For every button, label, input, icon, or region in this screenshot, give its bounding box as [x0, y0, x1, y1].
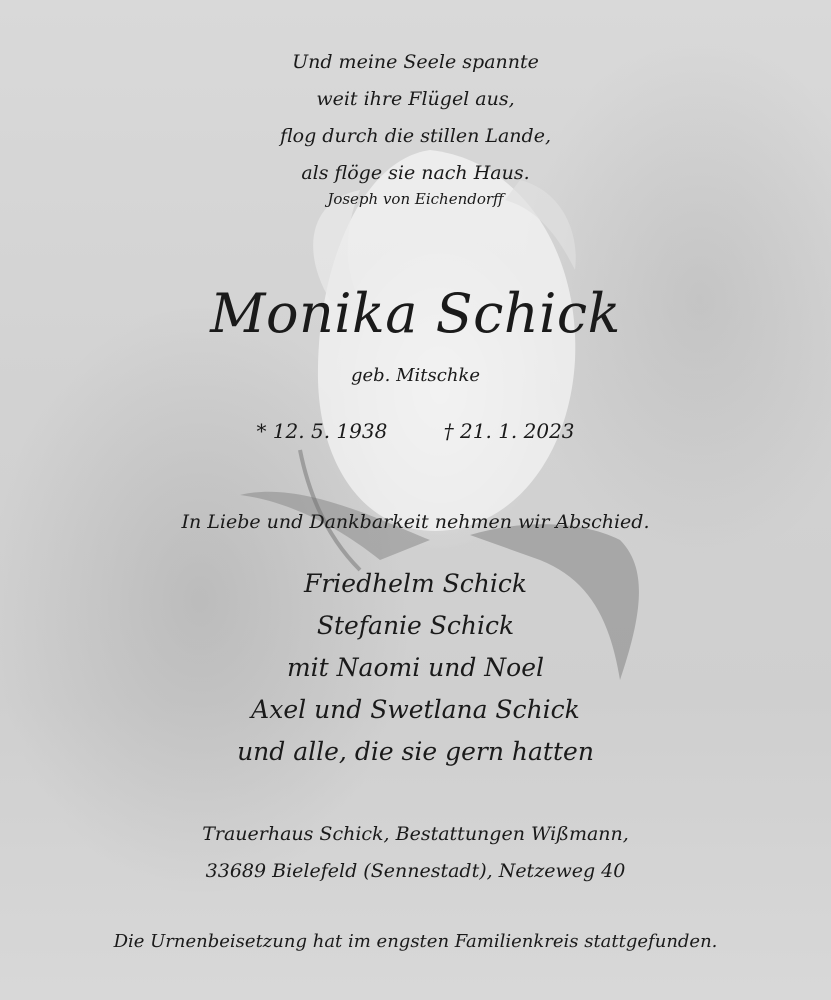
- mourner: Friedhelm Schick: [303, 569, 527, 598]
- funeral-home: [0, 816, 831, 890]
- mourners-list: [0, 563, 831, 773]
- poem-line: weit ihre Flügel aus,: [316, 88, 515, 110]
- poem-line: flog durch die stillen Lande,: [279, 125, 551, 147]
- mourner: Stefanie Schick: [316, 611, 515, 640]
- poem-author: Joseph von Eichendorff: [327, 190, 504, 208]
- poem-line: als flöge sie nach Haus.: [301, 162, 530, 184]
- life-dates: [0, 419, 831, 443]
- birth-date: * 12. 5. 1938: [256, 419, 388, 443]
- mourner: Axel und Swetlana Schick: [251, 695, 580, 724]
- maiden-name: geb. Mitschke: [350, 365, 481, 386]
- poem: [0, 44, 831, 192]
- mourner: mit Naomi und Noel: [286, 653, 545, 682]
- death-date: † 21. 1. 2023: [443, 419, 575, 443]
- deceased-name: Monika Schick: [210, 282, 621, 345]
- farewell-text: In Liebe und Dankbarkeit nehmen wir Abschied.: [181, 511, 650, 533]
- mourner: und alle, die sie gern hatten: [237, 737, 594, 766]
- poem-line: Und meine Seele spannte: [292, 51, 539, 73]
- burial-notice: Die Urnenbeisetzung hat im engsten Familienkreis stattgefunden.: [113, 931, 718, 952]
- funeral-home-line: Trauerhaus Schick, Bestattungen Wißmann,: [202, 823, 629, 845]
- funeral-home-address: 33689 Bielefeld (Sennestadt), Netzeweg 40: [205, 860, 626, 882]
